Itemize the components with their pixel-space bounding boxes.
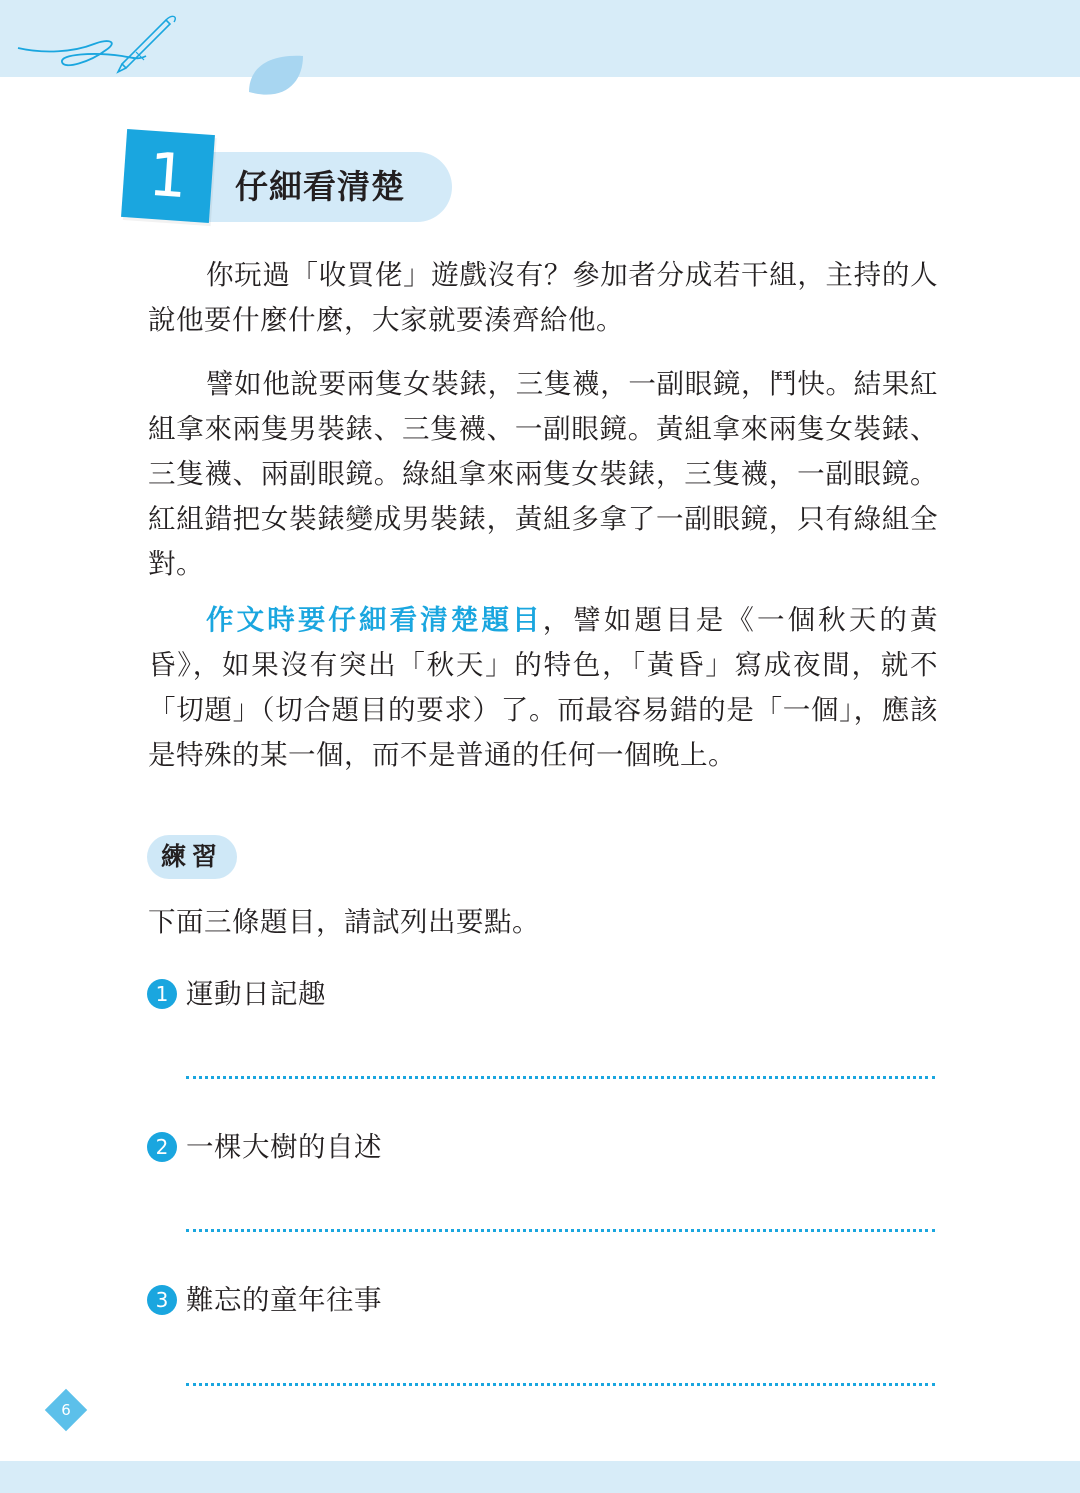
question-3-title: 難忘的童年往事 (186, 1284, 382, 1316)
question-2-title: 一棵大樹的自述 (186, 1131, 382, 1163)
paragraph-3 (148, 598, 938, 778)
paragraph-1: 你玩過「收買佬」遊戲沒有？參加者分成若干組，主持的人說他要什麼什麼，大家就要湊齊給他。 (148, 259, 938, 336)
practice-badge: 練習 (147, 835, 237, 879)
answer-line-3[interactable] (186, 1383, 935, 1386)
practice-instruction: 下面三條題目，請試列出要點。 (148, 906, 540, 938)
section-title: 仔細看清楚 (235, 167, 405, 206)
paragraph-2: 譬如他說要兩隻女裝錶，三隻襪，一副眼鏡，鬥快。結果紅組拿來兩隻男裝錶、三隻襪、一副眼鏡。黃組拿來兩隻女裝錶、三隻襪、兩副眼鏡。綠組拿來兩隻女裝錶，三隻襪，一副眼鏡。紅組錯把女裝錶變成男裝錶，黃組多拿了一副眼鏡，只有綠組全對。 (148, 368, 938, 580)
paragraph-3-text: ，譬如題目是《一個秋天的黃昏》，如果沒有突出「秋天」的特色，「黃昏」寫成夜間，就不「切題」（切合題目的要求）了。而最容易錯的是「一個」，應該是特殊的某一個，而不是普通的任何一個晚上。 (148, 604, 939, 771)
section-number: 1 (146, 139, 190, 213)
question-1-number: 1 (147, 979, 177, 1009)
leaf-icon (245, 52, 307, 102)
page-number: 6 (61, 1401, 71, 1419)
question-1-title: 運動日記趣 (186, 978, 326, 1010)
paragraph-3-highlight: 作文時要仔細看清楚題目 (206, 604, 543, 636)
question-3-number: 3 (147, 1285, 177, 1315)
pen-doodle-icon (14, 12, 184, 78)
question-2-number: 2 (147, 1132, 177, 1162)
bottom-band (0, 1461, 1080, 1493)
answer-line-1[interactable] (186, 1076, 935, 1079)
answer-line-2[interactable] (186, 1229, 935, 1232)
